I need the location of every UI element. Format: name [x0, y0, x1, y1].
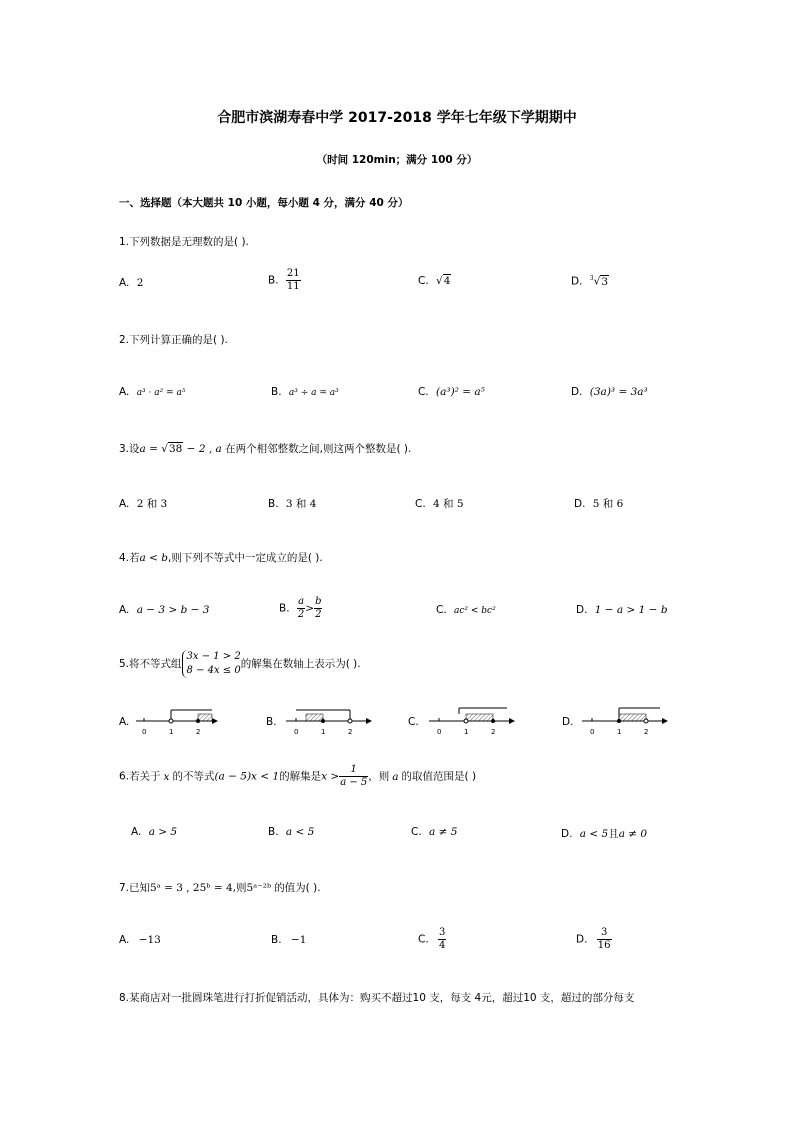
inequality-system [182, 650, 241, 678]
option-label: B. [268, 826, 279, 838]
option-label: C. [415, 498, 426, 510]
option-label: B. [271, 934, 282, 946]
stem-text: 的解集是 [279, 770, 322, 783]
option-value: a³ ÷ a = a³ [288, 388, 339, 398]
stem-text: 6.若关于 [119, 770, 161, 783]
option-value: −13 [138, 934, 161, 946]
math: − 2 , a [183, 443, 222, 455]
q2-option-d [571, 386, 648, 398]
numerator: 3 [439, 927, 446, 938]
tick-label: 0 [142, 728, 147, 736]
math: (a − 5)x < 1 [214, 770, 280, 783]
stem-text: ，则 [368, 770, 390, 783]
math: 5ᵃ⁻²ᵇ [246, 882, 272, 894]
tick-label: 2 [491, 728, 496, 736]
q5-number-line-c [425, 702, 520, 738]
numerator: a [298, 596, 305, 607]
stem-text: 的取值范围是( ) [401, 770, 477, 783]
option-value: 4 和 5 [433, 498, 464, 510]
operator: > [305, 602, 315, 615]
q5-number-line-d [578, 702, 673, 738]
tick-label: 1 [617, 728, 622, 736]
option-value: a > 5 [148, 826, 178, 838]
q1-option-c [418, 275, 451, 287]
option-label: D. [574, 498, 586, 510]
question-5-stem [119, 650, 361, 678]
stem-text: 7.已知 [119, 882, 151, 894]
option-value: a ≠ 5 [429, 826, 458, 838]
q6-option-b [268, 826, 314, 838]
option-label: B. [279, 602, 290, 615]
math: a < b [139, 552, 168, 564]
option-value: a ≠ 0 [618, 828, 648, 840]
math: 5ᵃ = 3 , 25ᵇ = 4 [150, 882, 233, 894]
stem-text: 3.设 [119, 443, 140, 455]
option-label: A. [119, 604, 130, 616]
q7-option-a [119, 934, 161, 946]
cube-root: $^3$√3 [589, 275, 608, 288]
root-index: 3 [589, 275, 594, 282]
question-8-stem: 8.某商店对一批圆珠笔进行打折促销活动，具体为：购买不超过10 支，每支 4元，超过10 支，超过的部分每支 [119, 992, 635, 1004]
option-label: A. [131, 826, 142, 838]
stem-text: 的不等式 [172, 770, 215, 783]
option-label: A. [119, 386, 130, 398]
stem-text: ,则下列不等式中一定成立的是( ). [168, 552, 323, 564]
fraction [438, 927, 446, 952]
math: a [392, 770, 399, 783]
option-value: 3 和 4 [285, 498, 317, 510]
square-root: √4 [436, 275, 451, 287]
numerator: 3 [597, 927, 612, 940]
q3-option-a [119, 496, 167, 511]
option-label: C. [418, 933, 429, 946]
q3-option-b [268, 496, 316, 511]
q4-option-c [436, 604, 496, 616]
q1-option-a [119, 277, 143, 289]
radicand: 3 [601, 275, 608, 288]
system-line: 3x − 1 > 2 [186, 651, 241, 662]
q5-number-line-b [282, 702, 377, 738]
option-value: a − 3 > b − 3 [136, 604, 210, 616]
option-value: −1 [290, 934, 307, 946]
q5-option-c-label: C. [408, 716, 419, 728]
radicand: 38 [168, 443, 183, 455]
option-value: a³ · a² = a⁵ [136, 388, 186, 398]
option-label: C. [436, 604, 447, 616]
numerator: b [315, 596, 322, 607]
denominator: 2 [315, 609, 322, 620]
tick-label: 0 [437, 728, 442, 736]
q3-option-d [574, 496, 623, 511]
q7-option-c [418, 927, 446, 952]
tick-label: 2 [348, 728, 353, 736]
square-root: √38 [161, 443, 183, 455]
option-label: D. [576, 604, 588, 616]
denominator: 4 [439, 940, 446, 951]
page-subtitle: （时间 120min；满分 100 分） [316, 154, 478, 166]
option-label: C. [418, 275, 429, 287]
option-value: (a³)² = a⁵ [436, 386, 485, 398]
fraction [314, 596, 322, 621]
q4-option-a [119, 604, 209, 616]
option-label: D. [571, 275, 583, 288]
radicand: 4 [443, 275, 451, 287]
q6-option-d [561, 826, 647, 841]
fraction [597, 927, 612, 952]
stem-text: 5.将不等式组 [119, 658, 182, 670]
section-heading: 一、选择题（本大题共 10 小题，每小题 4 分，满分 40 分） [119, 197, 409, 209]
question-6-stem [119, 764, 476, 789]
option-label: B. [271, 386, 282, 398]
q2-option-b [271, 386, 339, 398]
option-label: A. [119, 934, 130, 946]
q5-option-a-label: A. [119, 716, 130, 728]
tick-label: 2 [644, 728, 649, 736]
denominator: 16 [597, 940, 611, 951]
tick-label: 2 [196, 728, 201, 736]
stem-text: 的值为( ). [274, 882, 321, 894]
q5-number-line-a [132, 702, 222, 738]
option-label: B. [268, 498, 279, 510]
option-value: 2 和 3 [136, 498, 168, 510]
math: x [163, 770, 170, 783]
option-label: D. [561, 828, 573, 840]
fraction [339, 764, 368, 789]
option-value: 1 − a > 1 − b [594, 604, 668, 616]
q4-option-b [279, 596, 322, 621]
numerator: 1 [339, 764, 368, 777]
stem-text: ,则 [232, 882, 247, 894]
option-value: 2 [136, 277, 144, 289]
q4-option-d [576, 604, 668, 616]
option-label: D. [571, 386, 583, 398]
q1-option-d [571, 275, 609, 288]
math: x > [321, 770, 340, 783]
option-value: (3a)³ = 3a³ [589, 386, 648, 398]
tick-label: 1 [321, 728, 326, 736]
question-4-stem [119, 550, 323, 565]
q2-option-c [418, 386, 485, 398]
denominator: 11 [286, 281, 300, 292]
q2-option-a [119, 386, 185, 398]
denominator: 2 [297, 609, 305, 620]
option-label: C. [411, 826, 422, 838]
option-label: A. [119, 498, 130, 510]
denominator: a − 5 [340, 777, 368, 788]
system-line: 8 − 4x ≤ 0 [186, 665, 241, 676]
math: a = [139, 443, 162, 455]
q5-option-b-label: B. [266, 716, 277, 728]
tick-label: 0 [294, 728, 299, 736]
stem-text: 4.若 [119, 552, 140, 564]
page-title: 合肥市滨湖寿春中学 2017-2018 学年七年级下学期期中 [217, 110, 577, 126]
q5-option-d-label: D. [562, 716, 574, 728]
q7-option-b [271, 934, 306, 946]
q3-option-c [415, 496, 464, 511]
q7-option-d [576, 927, 612, 952]
question-3-stem [119, 441, 411, 456]
option-label: D. [576, 933, 588, 946]
option-value: 且 [608, 828, 619, 840]
option-value: a < 5 [285, 826, 315, 838]
tick-label: 1 [464, 728, 469, 736]
option-label: B. [268, 274, 279, 287]
q6-option-a [131, 826, 177, 838]
numerator: 21 [286, 268, 300, 279]
q6-option-c [411, 826, 457, 838]
question-1-stem: 1.下列数据是无理数的是( ). [119, 236, 249, 248]
tick-label: 1 [169, 728, 174, 736]
question-2-stem: 2.下列计算正确的是( ). [119, 334, 228, 346]
fraction [297, 596, 305, 621]
option-label: A. [119, 277, 130, 289]
q1-option-b [268, 268, 301, 293]
option-label: C. [418, 386, 429, 398]
option-value: a < 5 [579, 828, 609, 840]
tick-label: 0 [590, 728, 595, 736]
option-value: ac² < bc² [454, 606, 496, 616]
fraction [286, 268, 301, 293]
stem-text: 在两个相邻整数之间,则这两个整数是( ). [221, 443, 412, 455]
option-value: 5 和 6 [592, 498, 624, 510]
question-7-stem [119, 880, 321, 895]
stem-text: 的解集在数轴上表示为( ). [240, 658, 361, 670]
